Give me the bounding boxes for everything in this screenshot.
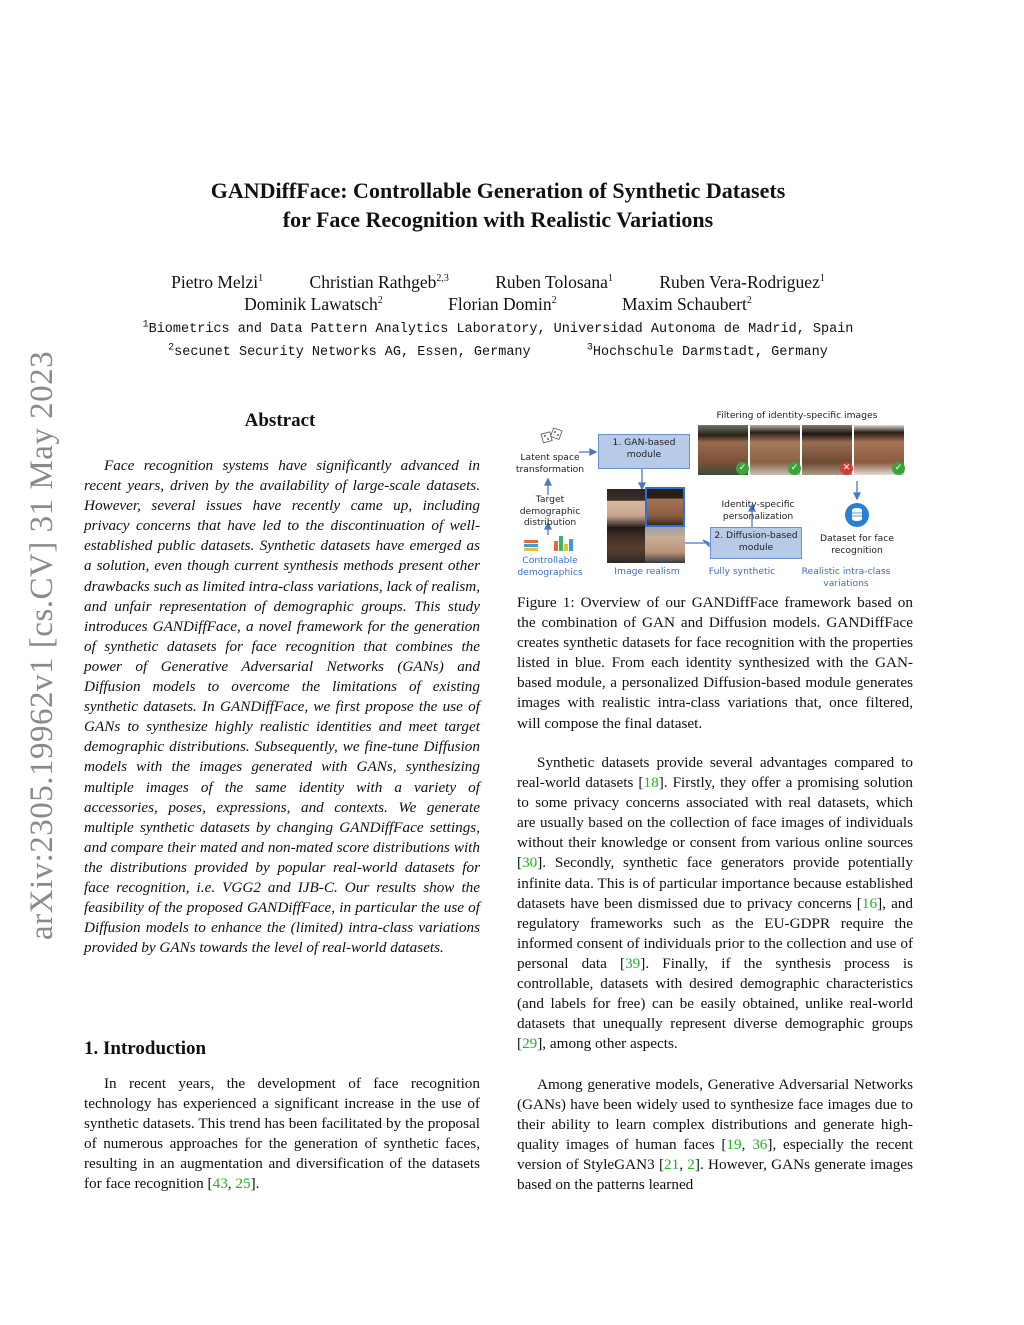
author: Maxim Schaubert$^2$: [622, 294, 752, 314]
citation-link[interactable]: 39: [625, 954, 641, 972]
citation-link[interactable]: 43: [212, 1175, 228, 1193]
author: Pietro Melzi$^1$: [171, 272, 264, 292]
paper-title: [100, 176, 896, 234]
selected-face-image: [645, 487, 685, 527]
face-image: [607, 489, 645, 527]
bar-chart-icon: [524, 536, 573, 551]
face-image: [645, 527, 685, 563]
latent-label: Latent space transformation: [515, 452, 585, 475]
fully-synthetic-label: Fully synthetic: [708, 566, 776, 577]
author: Florian Domin$^2$: [448, 294, 557, 314]
database-icon: [845, 503, 869, 527]
intro-paragraph: In recent years, the development of face recognition technology has experienced a significant increase in the use of synthetic datasets. This trend has been facilitated by the proposal of numerous approaches for the generation of synthetic faces, resulting in an augmentation and diversification of the datasets for face recognition [43, 25].: [84, 1075, 480, 1193]
check-icon: ✓: [892, 462, 905, 475]
author: Christian Rathgeb$^{2,3}$: [309, 272, 449, 292]
face-image: [607, 527, 645, 563]
author: Dominik Lawatsch$^2$: [244, 294, 383, 314]
dataset-label: Dataset for face recognition: [819, 533, 895, 556]
citation-link[interactable]: 25: [235, 1175, 251, 1193]
check-icon: ✓: [736, 462, 749, 475]
cross-icon: ✕: [840, 462, 853, 475]
citation-link[interactable]: 2: [687, 1156, 695, 1174]
author: Ruben Tolosana$^1$: [495, 272, 613, 292]
citation-link[interactable]: 18: [643, 774, 659, 792]
gan-module-box: 1. GAN-based module: [598, 434, 690, 469]
authors-row-1: [100, 271, 896, 293]
title-line-1: GANDiffFace: Controllable Generation of Synthetic Datasets: [210, 178, 786, 203]
target-label: Target demographic distribution: [519, 494, 581, 528]
citation-link[interactable]: 19: [726, 1136, 742, 1154]
citation-link[interactable]: 29: [522, 1035, 538, 1053]
figure-1: [512, 405, 912, 589]
abstract-text: Face recognition systems have significantly advanced in recent years, driven by the availability of large-scale datasets. However, several issues have recently came up, including privacy concerns that have led to the discontinuation of well-established public datasets. Synthetic datasets have emerged as a solution, even though current synthesis methods present other drawbacks such as limited intra-class variations, lack of realism, and unfair representation of demographic groups. This study introduces GANDiffFace, a novel framework for the generation of synthetic datasets for face recognition that combines the power of Generative Adversarial Networks (GANs) and Diffusion models to overcome the limitations of existing synthetic datasets. In GANDiffFace, we first propose the use of GANs to synthesize highly realistic identities and meet target demographic distributions. Subsequently, we fine-tune Diffusion models with the images generated with GANs, synthesizing multiple images of the same identity with a variety of accessories, poses, expressions, and contexts. We generate multiple synthetic datasets by changing GANDiffFace settings, and compare their mated and non-mated score distributions with the distributions provided by popular real-world datasets for face recognition, i.e. VGG2 and IJB-C. Our results show the feasibility of the proposed GANDiffFace, in particular the use of Diffusion models to enhance the (limited) intra-class variations provided by GANs towards the level of real-world datasets.: [84, 457, 480, 957]
author-list: [100, 271, 896, 315]
author: Ruben Vera-Rodriguez$^1$: [659, 272, 825, 292]
identity-label: Identity-specific personalization: [721, 499, 795, 522]
image-realism-label: Image realism: [614, 566, 680, 577]
citation-link[interactable]: 30: [522, 854, 538, 872]
citation-link[interactable]: 16: [861, 894, 878, 912]
diffusion-module-box: 2. Diffusion-based module: [710, 527, 802, 559]
intro-heading: 1. Introduction: [84, 1038, 207, 1059]
citation-link[interactable]: 21: [664, 1156, 680, 1174]
right-paragraph-2: Among generative models, Generative Adversarial Networks (GANs) have been widely used to synthesize face images due to their ability to learn complex distributions and generate high-quality images of human faces [19, 36], especially the recent version of StyleGAN3 [21, 2]. However, GANs generate images based on the patterns learned: [517, 1076, 914, 1194]
filtering-label: Filtering of identity-specific images: [716, 410, 878, 421]
dice-icon: [541, 428, 562, 443]
controllable-label: Controllable demographics: [517, 555, 583, 578]
abstract-heading: Abstract: [244, 410, 316, 431]
title-line-2: for Face Recognition with Realistic Variations: [282, 207, 714, 232]
realistic-variations-label: Realistic intra-class variations: [801, 566, 891, 589]
arxiv-identifier: arXiv:2305.19962v1 [cs.CV] 31 May 2023: [24, 350, 60, 940]
figure-caption: Figure 1: Overview of our GANDiffFace framework based on the combination of GAN and Diffusion models. GANDiffFace creates synthetic datasets for face recognition with the properties listed in blue. From each identity synthesized with the GAN-based module, a personalized Diffusion-based module generates images with realistic intra-class variations that, once filtered, will compose the final dataset.: [517, 594, 913, 732]
citation-link[interactable]: 36: [752, 1136, 768, 1154]
authors-row-2: [100, 293, 896, 315]
affiliation-1: $^1$Biometrics and Data Pattern Analytics Laboratory, Universidad Autonoma de Madrid, Spain: [142, 319, 854, 337]
check-icon: ✓: [788, 462, 801, 475]
right-paragraph-1: Synthetic datasets provide several advantages compared to real-world datasets [18]. Firstly, they offer a promising solution to some privacy concerns associated with real datasets, which are usually based on the collection of face images of individuals without their knowledge or consent from various online sources [30]. Secondly, synthetic face generators provide potentially infinite data. This is of particular importance because established datasets have been dismissed due to privacy concerns [16], and regulatory frameworks such as the EU-GDPR require the informed consent of individuals prior to the collection and use of personal data [39]. Finally, if the synthesis process is controllable, datasets with desired demographic characteristics (and labels for free) can be easily obtained, unlike real-world datasets that unequally represent diverse demographic groups [29], among other aspects.: [517, 754, 913, 1053]
affiliation-2-3: $^2$secunet Security Networks AG, Essen, Germany $^3$Hochschule Darmstadt, Germany: [168, 342, 828, 360]
